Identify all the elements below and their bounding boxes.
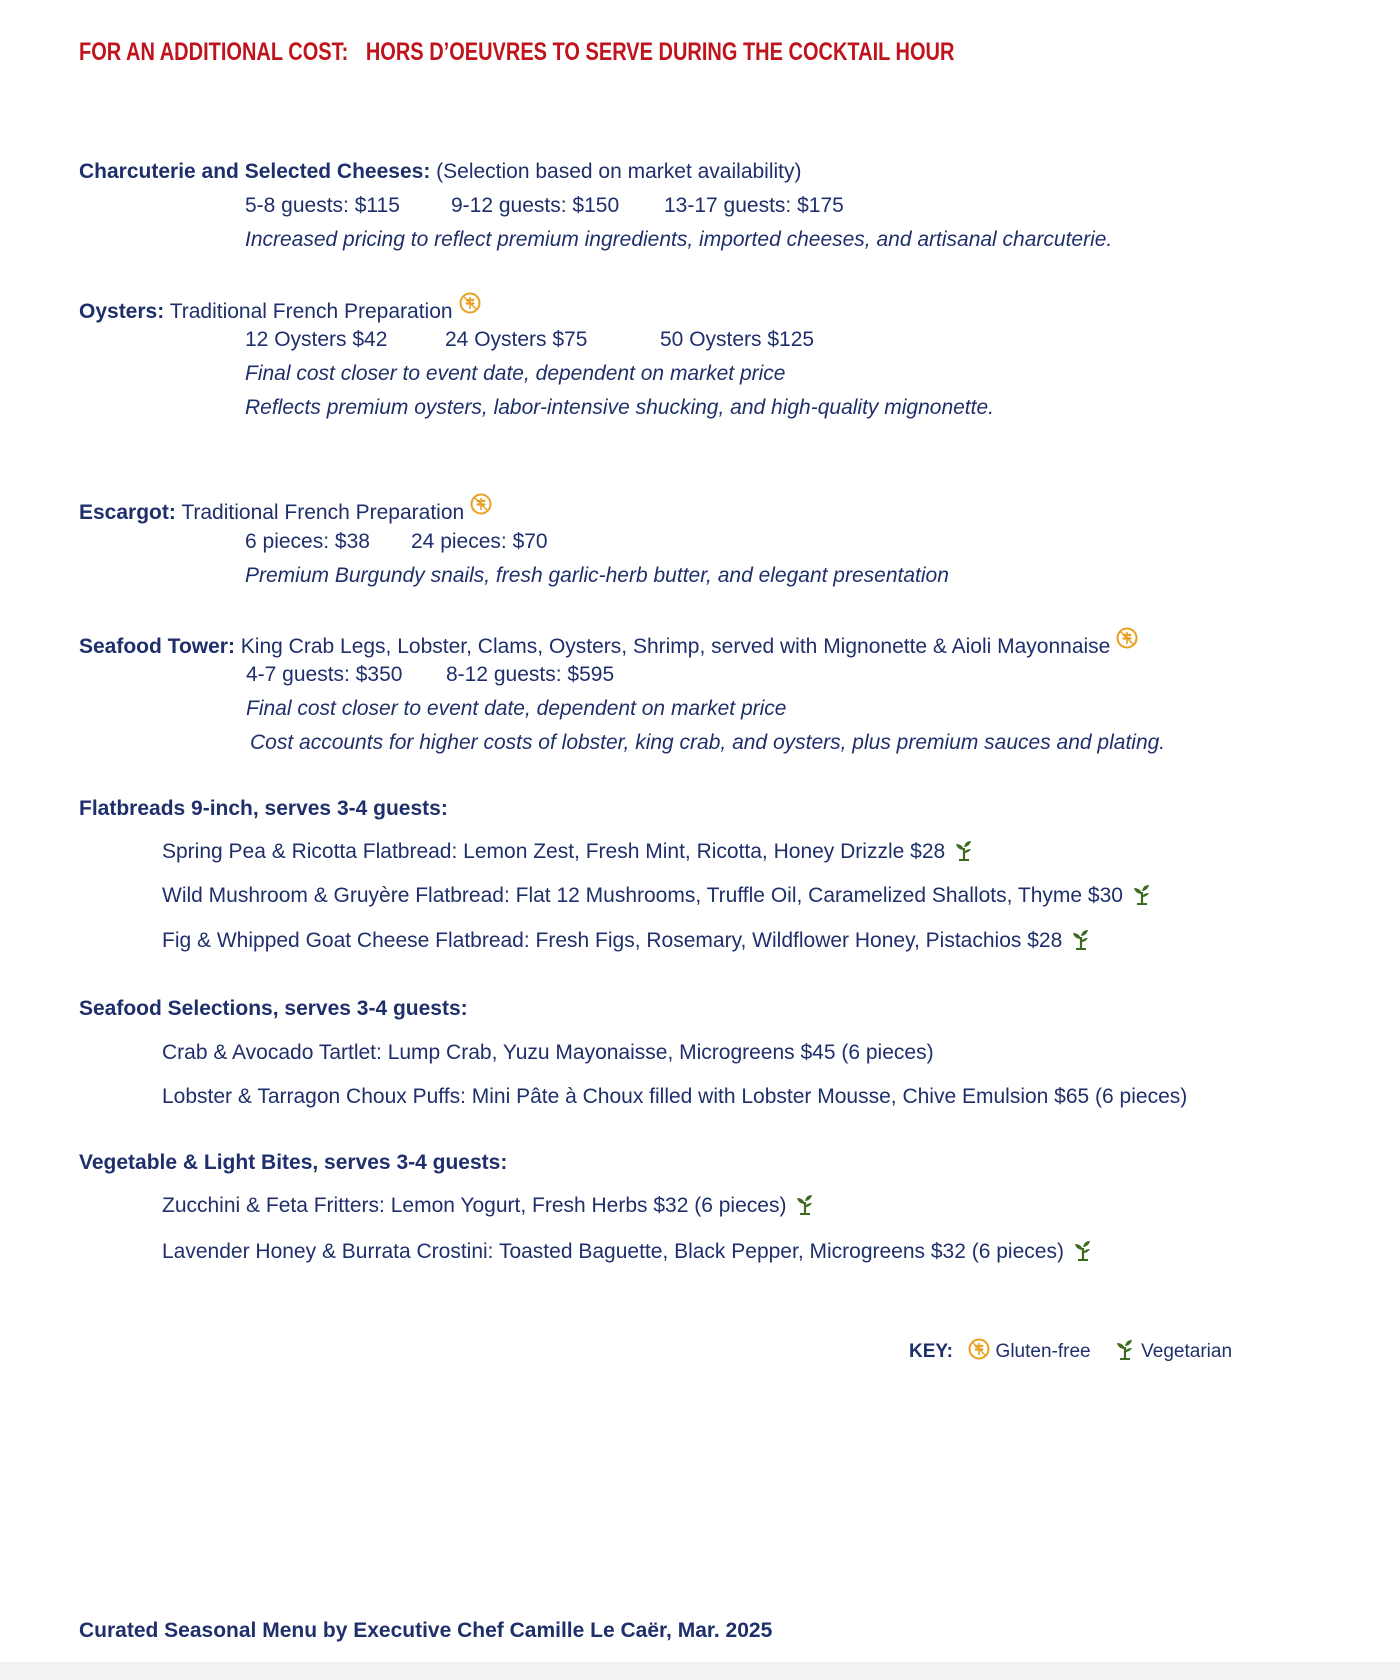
escargot-heading (79, 493, 492, 526)
vegetable-bites-heading: Vegetable & Light Bites, serves 3-4 guests: (79, 1151, 508, 1174)
page-title (79, 38, 954, 67)
gluten-free-icon (1116, 627, 1138, 649)
seafood-tower-price-1: 4-7 guests: $350 (246, 663, 403, 686)
charcuterie-price-1: 5-8 guests: $115 (245, 194, 400, 217)
page-bottom-edge (0, 1662, 1400, 1680)
oysters-price-1: 12 Oysters $42 (245, 328, 388, 351)
oysters-subtitle: Traditional French Preparation (169, 300, 453, 323)
key-label: KEY: (909, 1341, 953, 1362)
flatbread-item (162, 928, 1092, 954)
vegetable-item-text: Zucchini & Feta Fritters: Lemon Yogurt, Fresh Herbs $32 (6 pieces) (162, 1194, 787, 1217)
vegetarian-icon (953, 839, 975, 861)
vegetarian-icon (794, 1193, 816, 1215)
escargot-note: Premium Burgundy snails, fresh garlic-herb butter, and elegant presentation (245, 564, 949, 587)
title-part-1: FOR AN ADDITIONAL COST: (79, 38, 349, 66)
escargot-price-1: 6 pieces: $38 (245, 530, 370, 553)
escargot-price-2: 24 pieces: $70 (411, 530, 548, 553)
vegetable-item-text: Lavender Honey & Burrata Crostini: Toasted Baguette, Black Pepper, Microgreens $32 (6 pieces) (162, 1240, 1064, 1263)
vegetable-item (162, 1239, 1094, 1265)
flatbread-item-text: Wild Mushroom & Gruyère Flatbread: Flat 12 Mushrooms, Truffle Oil, Caramelized Shallots, Thyme $30 (162, 884, 1123, 907)
oysters-heading (79, 292, 481, 325)
seafood-tower-name: Seafood Tower: (79, 635, 235, 658)
vegetarian-icon (1131, 883, 1153, 905)
flatbreads-heading: Flatbreads 9-inch, serves 3-4 guests: (79, 797, 448, 820)
key-vegetarian: Vegetarian (1141, 1341, 1233, 1362)
seafood-tower-price-2: 8-12 guests: $595 (446, 663, 615, 686)
seafood-item: Crab & Avocado Tartlet: Lump Crab, Yuzu Mayonaisse, Microgreens $45 (6 pieces) (162, 1041, 934, 1064)
gluten-free-icon (968, 1338, 990, 1360)
vegetarian-icon (1070, 928, 1092, 950)
charcuterie-subtitle: (Selection based on market availability) (436, 160, 802, 183)
legend-key (909, 1338, 1232, 1364)
seafood-selections-heading: Seafood Selections, serves 3-4 guests: (79, 997, 468, 1020)
charcuterie-note: Increased pricing to reflect premium ingredients, imported cheeses, and artisanal charcuterie. (245, 228, 1113, 251)
charcuterie-heading (79, 159, 802, 185)
vegetarian-icon (1114, 1338, 1136, 1360)
oysters-price-3: 50 Oysters $125 (660, 328, 815, 351)
flatbread-item (162, 839, 975, 865)
key-gluten-free: Gluten-free (995, 1341, 1091, 1362)
oysters-name: Oysters: (79, 300, 165, 323)
seafood-tower-subtitle: King Crab Legs, Lobster, Clams, Oysters, Shrimp, served with Mignonette & Aioli Mayonnaise (240, 635, 1111, 658)
gluten-free-icon (470, 493, 492, 515)
seafood-item: Lobster & Tarragon Choux Puffs: Mini Pâte à Choux filled with Lobster Mousse, Chive Emulsion $65 (6 pieces) (162, 1085, 1188, 1108)
charcuterie-name: Charcuterie and Selected Cheeses: (79, 160, 431, 183)
flatbread-item-text: Spring Pea & Ricotta Flatbread: Lemon Zest, Fresh Mint, Ricotta, Honey Drizzle $28 (162, 840, 946, 863)
charcuterie-price-3: 13-17 guests: $175 (664, 194, 844, 217)
oysters-note-1: Final cost closer to event date, dependent on market price (245, 362, 786, 385)
vegetarian-icon (1072, 1239, 1094, 1261)
footer-credit: Curated Seasonal Menu by Executive Chef Camille Le Caër, Mar. 2025 (79, 1619, 773, 1642)
vegetable-item (162, 1193, 816, 1219)
escargot-subtitle: Traditional French Preparation (181, 501, 465, 524)
flatbread-item-text: Fig & Whipped Goat Cheese Flatbread: Fresh Figs, Rosemary, Wildflower Honey, Pistachios $28 (162, 929, 1063, 952)
charcuterie-price-2: 9-12 guests: $150 (451, 194, 620, 217)
oysters-price-2: 24 Oysters $75 (445, 328, 588, 351)
escargot-name: Escargot: (79, 501, 176, 524)
title-part-2: HORS D’OEUVRES TO SERVE DURING THE COCKTAIL HOUR (365, 38, 955, 66)
seafood-tower-note-2: Cost accounts for higher costs of lobster, king crab, and oysters, plus premium sauces and plating. (250, 731, 1166, 754)
flatbread-item (162, 883, 1153, 909)
oysters-note-2: Reflects premium oysters, labor-intensive shucking, and high-quality mignonette. (245, 396, 994, 419)
seafood-tower-note-1: Final cost closer to event date, dependent on market price (246, 697, 787, 720)
gluten-free-icon (459, 292, 481, 314)
seafood-tower-heading (79, 627, 1138, 660)
